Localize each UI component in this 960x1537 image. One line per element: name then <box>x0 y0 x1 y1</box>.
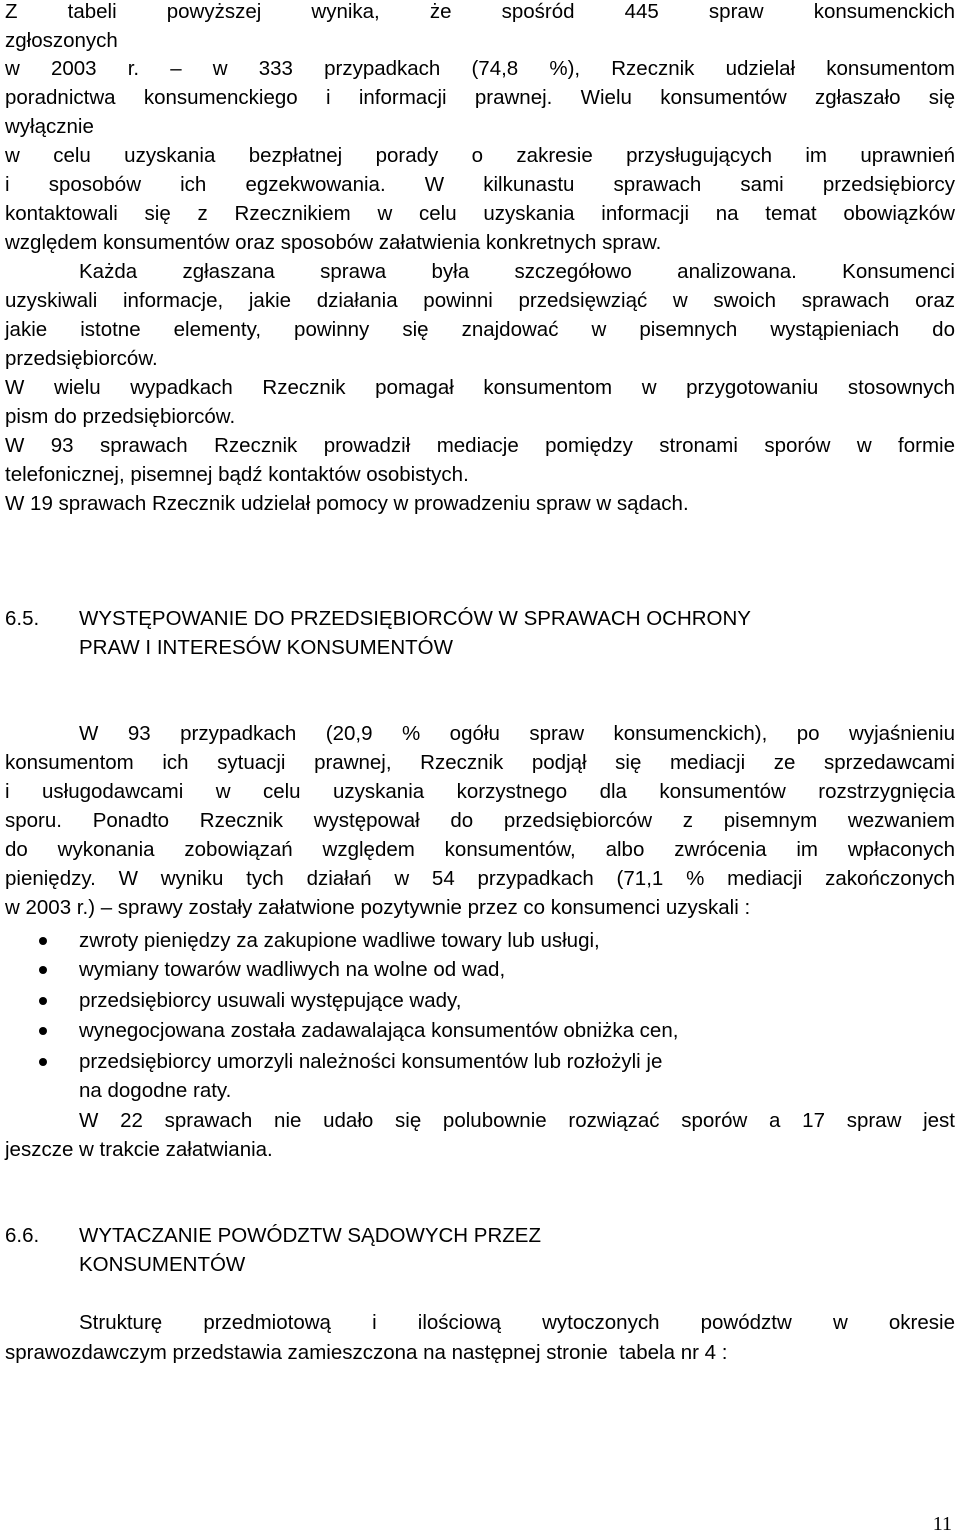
text-line: i usługodawcami w celu uzyskania korzystnego dla konsumentów rozstrzygnięcia <box>5 780 955 803</box>
bullet-icon <box>39 966 47 974</box>
text-line: kontaktowali się z Rzecznikiem w celu uzyskania informacji na temat obowiązków <box>5 202 955 225</box>
text-line: W 93 sprawach Rzecznik prowadził mediacje pomiędzy stronami sporów w formie <box>5 434 955 457</box>
text-line: względem konsumentów oraz sposobów załatwienia konkretnych spraw. <box>5 231 662 254</box>
list-item-text: przedsiębiorcy usuwali występujące wady, <box>79 989 462 1012</box>
text-line: poradnictwa konsumenckiego i informacji prawnej. Wielu konsumentów zgłaszało się <box>5 86 955 109</box>
text-line: w celu uzyskania bezpłatnej porady o zakresie przysługujących im uprawnień <box>5 144 955 167</box>
list-item-text: przedsiębiorcy umorzyli należności konsumentów lub rozłożyli je <box>79 1050 663 1073</box>
text-line: Każda zgłaszana sprawa była szczegółowo analizowana. Konsumenci <box>79 260 955 283</box>
list-item-continuation: na dogodne raty. <box>79 1079 232 1102</box>
text-line: telefonicznej, pisemnej bądź kontaktów osobistych. <box>5 463 469 486</box>
text-line: jakie istotne elementy, powinny się znajdować w pisemnych wystąpieniach do <box>5 318 955 341</box>
section-number: 6.5. <box>5 607 40 630</box>
text-line: i sposobów ich egzekwowania. W kilkunastu sprawach sami przedsiębiorcy <box>5 173 955 196</box>
text-line: Z tabeli powyższej wynika, że spośród 445 spraw konsumenckich <box>5 0 955 23</box>
section-title-line-1: WYSTĘPOWANIE DO PRZEDSIĘBIORCÓW W SPRAWACH OCHRONY <box>79 607 751 630</box>
text-line: Strukturę przedmiotową i ilościową wytoczonych powództw w okresie <box>79 1311 955 1334</box>
text-line: W wielu wypadkach Rzecznik pomagał konsumentom w przygotowaniu stosownych <box>5 376 955 399</box>
text-line: jeszcze w trakcie załatwiania. <box>5 1138 273 1161</box>
text-line: W 93 przypadkach (20,9 % ogółu spraw konsumenckich), po wyjaśnieniu <box>79 722 955 745</box>
text-line: pism do przedsiębiorców. <box>5 405 236 428</box>
text-line: sprawozdawczym przedstawia zamieszczona na następnej stronie tabela nr 4 : <box>5 1341 728 1364</box>
list-item-text: wynegocjowana została zadawalająca konsumentów obniżka cen, <box>79 1019 679 1042</box>
bullet-icon <box>39 937 47 945</box>
bullet-icon <box>39 1027 47 1035</box>
page-number: 11 <box>932 1513 952 1535</box>
section-number: 6.6. <box>5 1224 40 1247</box>
bullet-icon <box>39 1058 47 1066</box>
section-title-line-1: WYTACZANIE POWÓDZTW SĄDOWYCH PRZEZ <box>79 1224 541 1247</box>
section-title-line-2: KONSUMENTÓW <box>79 1253 246 1276</box>
text-line: w 2003 r. – w 333 przypadkach (74,8 %), Rzecznik udzielał konsumentom <box>5 57 955 80</box>
list-item-text: wymiany towarów wadliwych na wolne od wad, <box>79 958 506 981</box>
text-line: uzyskiwali informacje, jakie działania powinni przedsięwziąć w swoich sprawach oraz <box>5 289 955 312</box>
text-line: przedsiębiorców. <box>5 347 158 370</box>
text-line: W 22 sprawach nie udało się polubownie rozwiązać sporów a 17 spraw jest <box>79 1109 955 1132</box>
text-line: zgłoszonych <box>5 29 118 52</box>
text-line: W 19 sprawach Rzecznik udzielał pomocy w prowadzeniu spraw w sądach. <box>5 492 689 515</box>
text-line: do wykonania zobowiązań względem konsumentów, albo zwrócenia im wpłaconych <box>5 838 955 861</box>
bullet-icon <box>39 997 47 1005</box>
text-line: konsumentom ich sytuacji prawnej, Rzecznik podjął się mediacji ze sprzedawcami <box>5 751 955 774</box>
text-line: pieniędzy. W wyniku tych działań w 54 przypadkach (71,1 % mediacji zakończonych <box>5 867 955 890</box>
text-line: w 2003 r.) – sprawy zostały załatwione pozytywnie przez co konsumenci uzyskali : <box>5 896 751 919</box>
list-item-text: zwroty pieniędzy za zakupione wadliwe towary lub usługi, <box>79 929 600 952</box>
text-line: sporu. Ponadto Rzecznik występował do przedsiębiorców z pisemnym wezwaniem <box>5 809 955 832</box>
section-title-line-2: PRAW I INTERESÓW KONSUMENTÓW <box>79 636 453 659</box>
text-line: wyłącznie <box>5 115 94 138</box>
